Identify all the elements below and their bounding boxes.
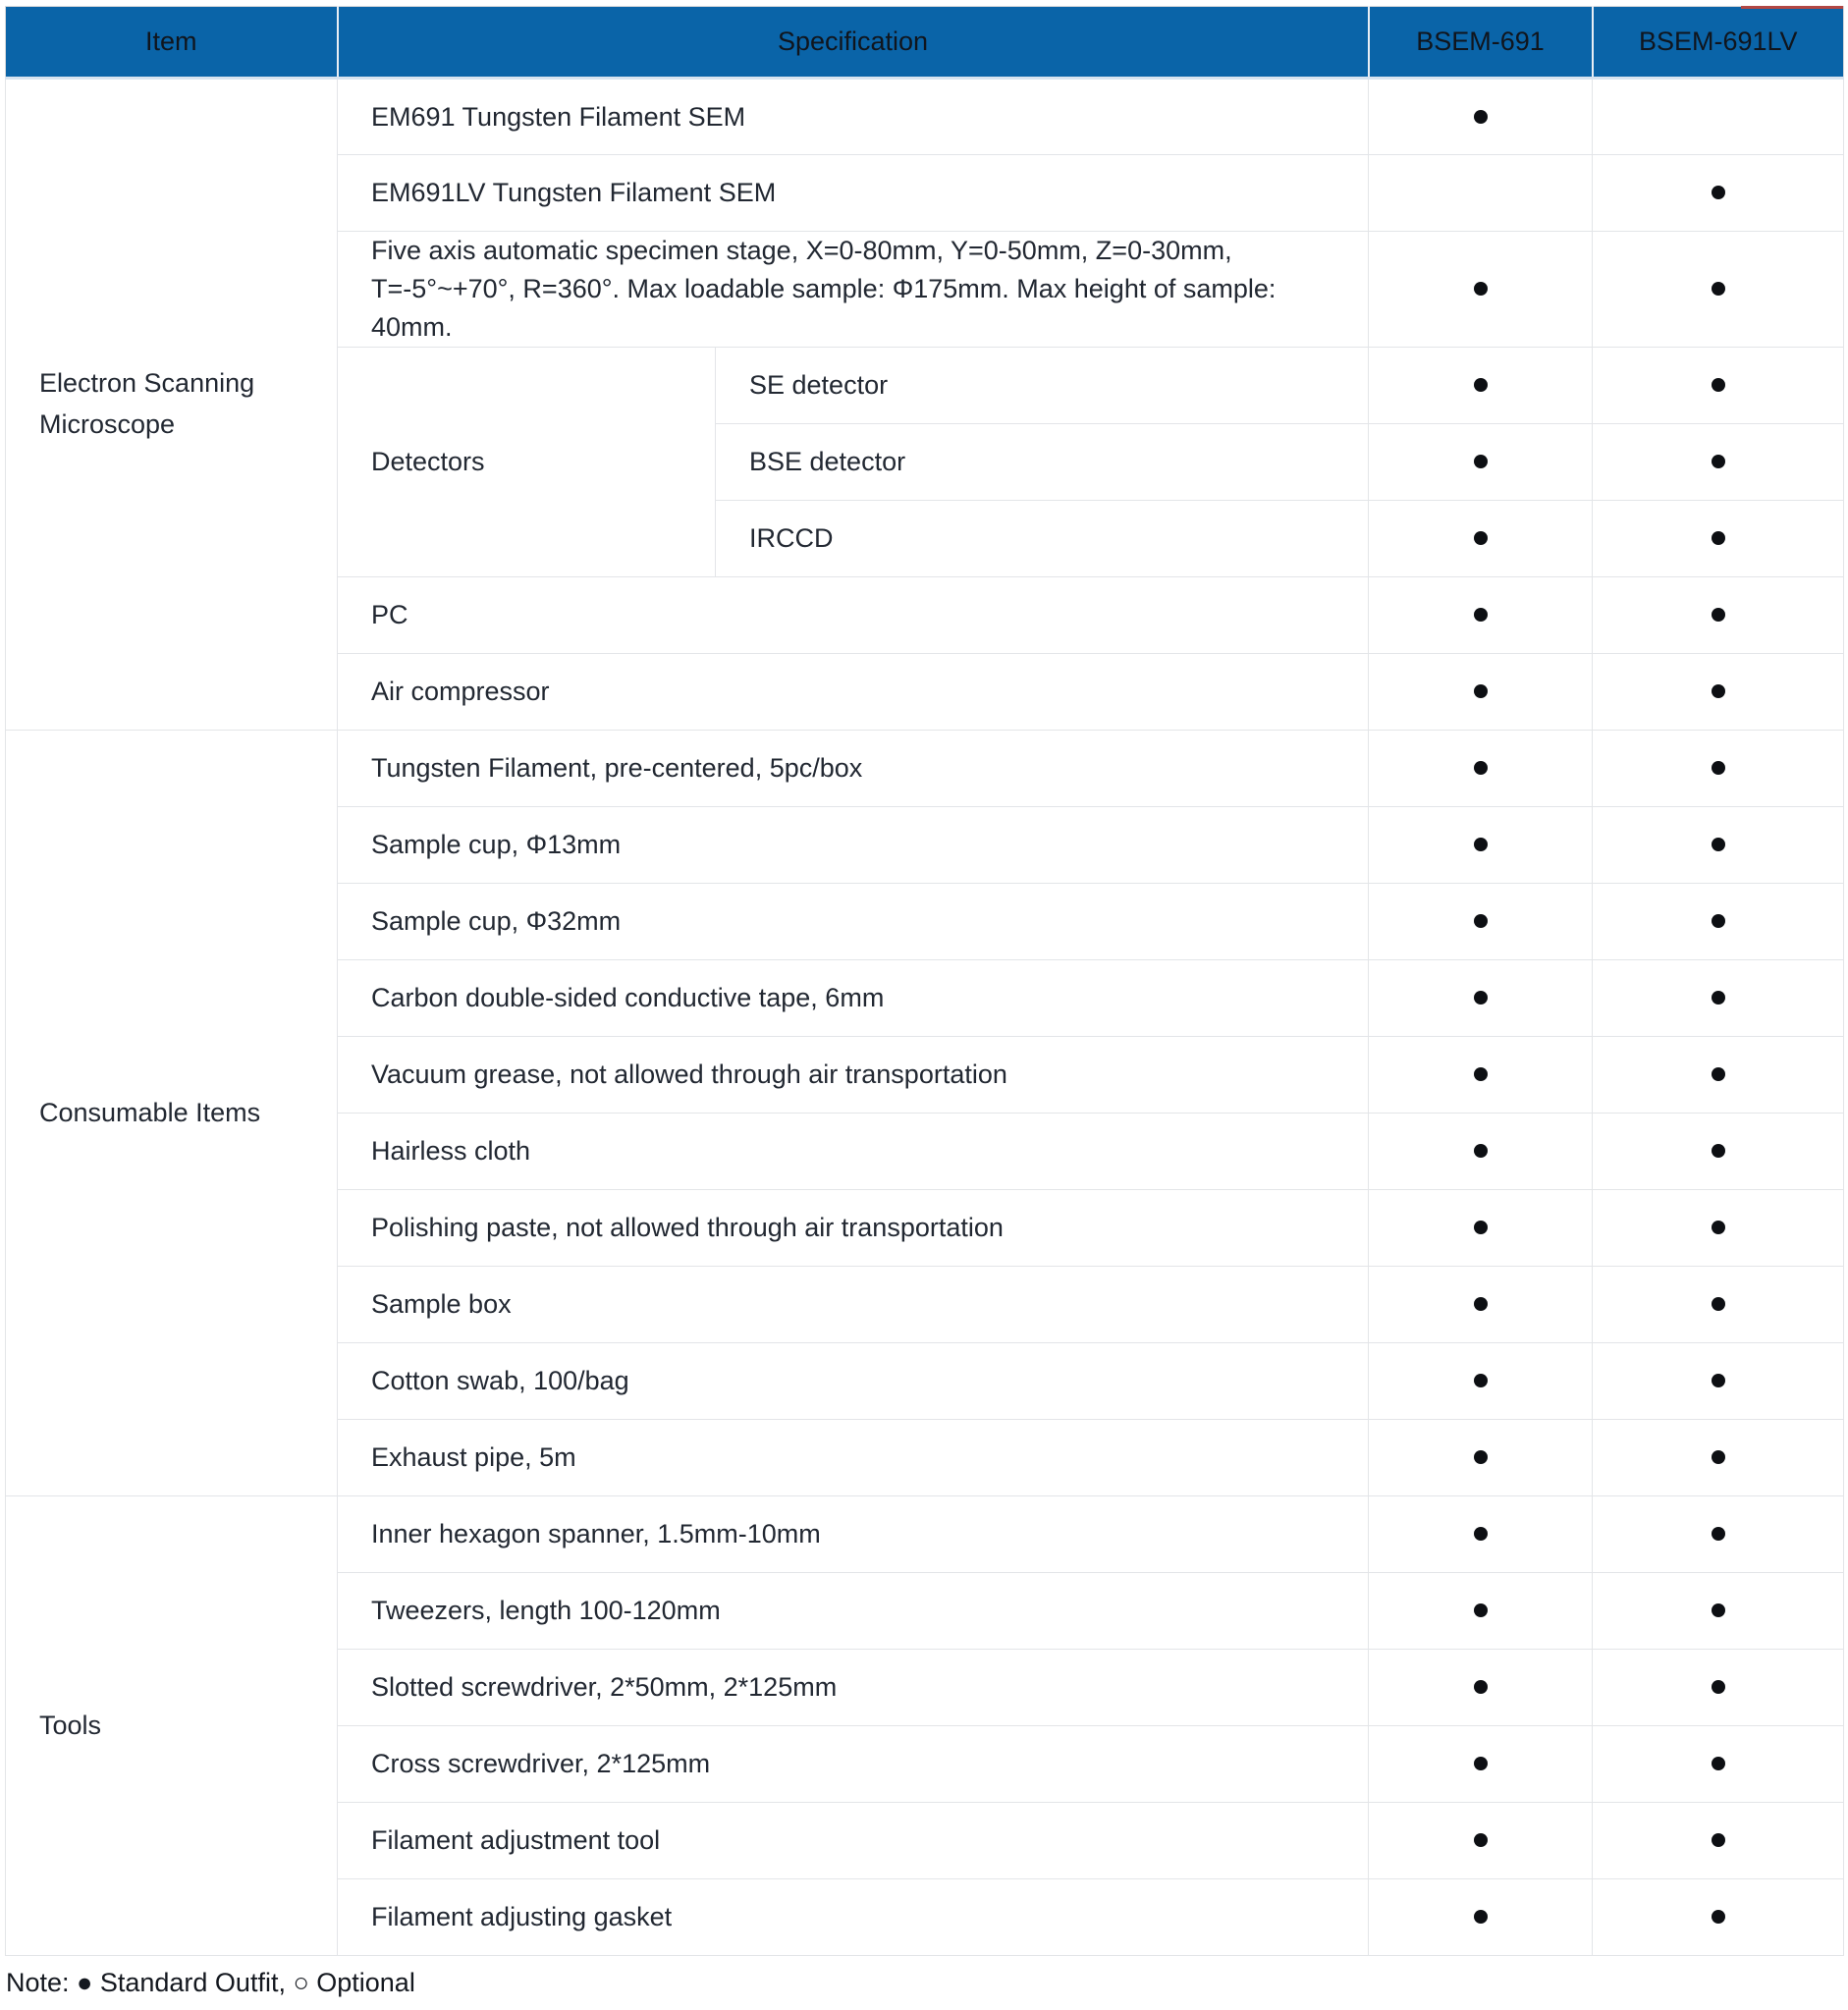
standard-outfit-dot-icon (1712, 1374, 1725, 1387)
standard-outfit-dot-icon (1712, 1680, 1725, 1694)
standard-outfit-dot-icon (1712, 684, 1725, 698)
standard-outfit-dot-icon (1712, 1833, 1725, 1847)
table-row (6, 731, 1844, 807)
standard-outfit-dot-icon (1474, 1757, 1488, 1770)
standard-outfit-dot-icon (1474, 1910, 1488, 1924)
standard-outfit-dot-icon (1474, 684, 1488, 698)
standard-outfit-dot-icon (1712, 1450, 1725, 1464)
standard-outfit-dot-icon (1474, 1067, 1488, 1081)
standard-outfit-dot-icon (1712, 1757, 1725, 1770)
bsem-691lv-standard-cell (1593, 1267, 1844, 1343)
bsem-691lv-standard-cell (1593, 1879, 1844, 1956)
bsem-691lv-standard-cell (1593, 1037, 1844, 1114)
detectors-group-cell: Detectors (338, 348, 716, 577)
bsem-691-standard-cell (1369, 348, 1593, 424)
standard-outfit-dot-icon (1712, 1144, 1725, 1158)
specification-cell: BSE detector (716, 424, 1369, 501)
standard-outfit-dot-icon (1712, 186, 1725, 199)
bsem-691lv-standard-cell (1593, 884, 1844, 960)
standard-outfit-dot-icon (1712, 1297, 1725, 1311)
item-category-cell: Electron Scanning Microscope (6, 79, 338, 731)
bsem-691-standard-cell (1369, 884, 1593, 960)
specification-cell: Filament adjustment tool (338, 1803, 1369, 1879)
bsem-691lv-standard-cell (1593, 1650, 1844, 1726)
specification-cell: Sample cup, Φ13mm (338, 807, 1369, 884)
standard-outfit-dot-icon (1474, 991, 1488, 1005)
standard-outfit-dot-icon (1474, 378, 1488, 392)
standard-outfit-dot-icon (1474, 761, 1488, 775)
bsem-691lv-standard-cell (1593, 1343, 1844, 1420)
bsem-691lv-standard-cell (1593, 1573, 1844, 1650)
specification-cell: Air compressor (338, 654, 1369, 731)
bsem-691lv-standard-cell (1593, 1420, 1844, 1496)
item-category-cell: Consumable Items (6, 731, 338, 1496)
bsem-691-standard-cell (1369, 1879, 1593, 1956)
specification-cell: Vacuum grease, not allowed through air transportation (338, 1037, 1369, 1114)
specification-cell: EM691LV Tungsten Filament SEM (338, 155, 1369, 232)
bsem-691lv-standard-cell (1593, 1803, 1844, 1879)
standard-outfit-dot-icon (1474, 1603, 1488, 1617)
standard-outfit-dot-icon (1474, 608, 1488, 622)
bsem-691-standard-cell (1369, 424, 1593, 501)
specification-cell: Tungsten Filament, pre-centered, 5pc/box (338, 731, 1369, 807)
bsem-691lv-standard-cell (1593, 1114, 1844, 1190)
specification-cell: Filament adjusting gasket (338, 1879, 1369, 1956)
bsem-691lv-standard-cell (1593, 232, 1844, 348)
bsem-691lv-empty-cell (1593, 79, 1844, 155)
specification-table (5, 6, 1844, 1956)
bsem-691-standard-cell (1369, 577, 1593, 654)
standard-outfit-dot-icon (1474, 1374, 1488, 1387)
standard-outfit-dot-icon (1712, 1603, 1725, 1617)
standard-outfit-dot-icon (1712, 608, 1725, 622)
bsem-691-standard-cell (1369, 1114, 1593, 1190)
specification-cell: IRCCD (716, 501, 1369, 577)
standard-outfit-dot-icon (1474, 1680, 1488, 1694)
header-row (6, 7, 1844, 79)
standard-outfit-dot-icon (1474, 1144, 1488, 1158)
standard-outfit-dot-icon (1474, 838, 1488, 851)
standard-outfit-dot-icon (1474, 914, 1488, 928)
standard-outfit-dot-icon (1474, 1450, 1488, 1464)
specification-cell: Cross screwdriver, 2*125mm (338, 1726, 1369, 1803)
standard-outfit-dot-icon (1712, 455, 1725, 468)
bsem-691lv-standard-cell (1593, 501, 1844, 577)
table-body (6, 79, 1844, 1956)
specification-cell: Five axis automatic specimen stage, X=0-80mm, Y=0-50mm, Z=0-30mm, T=-5°~+70°, R=360°. Max loadable sample: Φ175mm. Max height of sample: 40mm. (338, 232, 1369, 348)
standard-outfit-dot-icon (1712, 914, 1725, 928)
standard-outfit-dot-icon (1474, 110, 1488, 124)
bsem-691-standard-cell (1369, 1267, 1593, 1343)
standard-outfit-dot-icon (1712, 531, 1725, 545)
bsem-691lv-standard-cell (1593, 348, 1844, 424)
bsem-691lv-standard-cell (1593, 731, 1844, 807)
header-specification: Specification (338, 7, 1369, 79)
standard-outfit-dot-icon (1712, 838, 1725, 851)
bsem-691-standard-cell (1369, 731, 1593, 807)
bsem-691lv-standard-cell (1593, 1190, 1844, 1267)
standard-outfit-dot-icon (1712, 1910, 1725, 1924)
legend-note: Note: ● Standard Outfit, ○ Optional (6, 1968, 415, 1997)
standard-outfit-dot-icon (1712, 282, 1725, 296)
bsem-691-standard-cell (1369, 1343, 1593, 1420)
specification-cell: Slotted screwdriver, 2*50mm, 2*125mm (338, 1650, 1369, 1726)
standard-outfit-dot-icon (1474, 531, 1488, 545)
specification-cell: Inner hexagon spanner, 1.5mm-10mm (338, 1496, 1369, 1573)
standard-outfit-dot-icon (1712, 378, 1725, 392)
item-category-cell: Tools (6, 1496, 338, 1956)
standard-outfit-dot-icon (1474, 1833, 1488, 1847)
specification-cell: Cotton swab, 100/bag (338, 1343, 1369, 1420)
bsem-691-standard-cell (1369, 79, 1593, 155)
specification-cell: Polishing paste, not allowed through air transportation (338, 1190, 1369, 1267)
bsem-691-standard-cell (1369, 1190, 1593, 1267)
bsem-691-standard-cell (1369, 232, 1593, 348)
specification-cell: Exhaust pipe, 5m (338, 1420, 1369, 1496)
bsem-691-standard-cell (1369, 1803, 1593, 1879)
header-bsem-691lv: BSEM-691LV (1593, 7, 1844, 79)
table-row (6, 79, 1844, 155)
bsem-691lv-standard-cell (1593, 807, 1844, 884)
bsem-691-standard-cell (1369, 960, 1593, 1037)
bsem-691lv-standard-cell (1593, 424, 1844, 501)
bsem-691lv-standard-cell (1593, 654, 1844, 731)
bsem-691-standard-cell (1369, 501, 1593, 577)
bsem-691-standard-cell (1369, 654, 1593, 731)
bsem-691-standard-cell (1369, 1496, 1593, 1573)
bsem-691-standard-cell (1369, 1650, 1593, 1726)
header-bsem-691: BSEM-691 (1369, 7, 1593, 79)
bsem-691-standard-cell (1369, 1420, 1593, 1496)
standard-outfit-dot-icon (1712, 1527, 1725, 1541)
table-row (6, 1496, 1844, 1573)
top-right-red-line (1741, 6, 1843, 9)
standard-outfit-dot-icon (1474, 1297, 1488, 1311)
standard-outfit-dot-icon (1474, 1221, 1488, 1234)
bsem-691lv-standard-cell (1593, 577, 1844, 654)
specification-cell: Hairless cloth (338, 1114, 1369, 1190)
standard-outfit-dot-icon (1474, 455, 1488, 468)
header-item: Item (6, 7, 338, 79)
bsem-691lv-standard-cell (1593, 155, 1844, 232)
specification-cell: SE detector (716, 348, 1369, 424)
specification-cell: PC (338, 577, 1369, 654)
standard-outfit-dot-icon (1474, 282, 1488, 296)
standard-outfit-dot-icon (1712, 1067, 1725, 1081)
bsem-691-standard-cell (1369, 807, 1593, 884)
specification-cell: Carbon double-sided conductive tape, 6mm (338, 960, 1369, 1037)
standard-outfit-dot-icon (1712, 761, 1725, 775)
bsem-691-standard-cell (1369, 1037, 1593, 1114)
bsem-691lv-standard-cell (1593, 960, 1844, 1037)
bsem-691-empty-cell (1369, 155, 1593, 232)
standard-outfit-dot-icon (1712, 991, 1725, 1005)
bsem-691lv-standard-cell (1593, 1496, 1844, 1573)
bsem-691-standard-cell (1369, 1726, 1593, 1803)
specification-cell: EM691 Tungsten Filament SEM (338, 79, 1369, 155)
bsem-691-standard-cell (1369, 1573, 1593, 1650)
standard-outfit-dot-icon (1712, 1221, 1725, 1234)
bsem-691lv-standard-cell (1593, 1726, 1844, 1803)
specification-cell: Tweezers, length 100-120mm (338, 1573, 1369, 1650)
standard-outfit-dot-icon (1474, 1527, 1488, 1541)
specification-cell: Sample cup, Φ32mm (338, 884, 1369, 960)
specification-cell: Sample box (338, 1267, 1369, 1343)
